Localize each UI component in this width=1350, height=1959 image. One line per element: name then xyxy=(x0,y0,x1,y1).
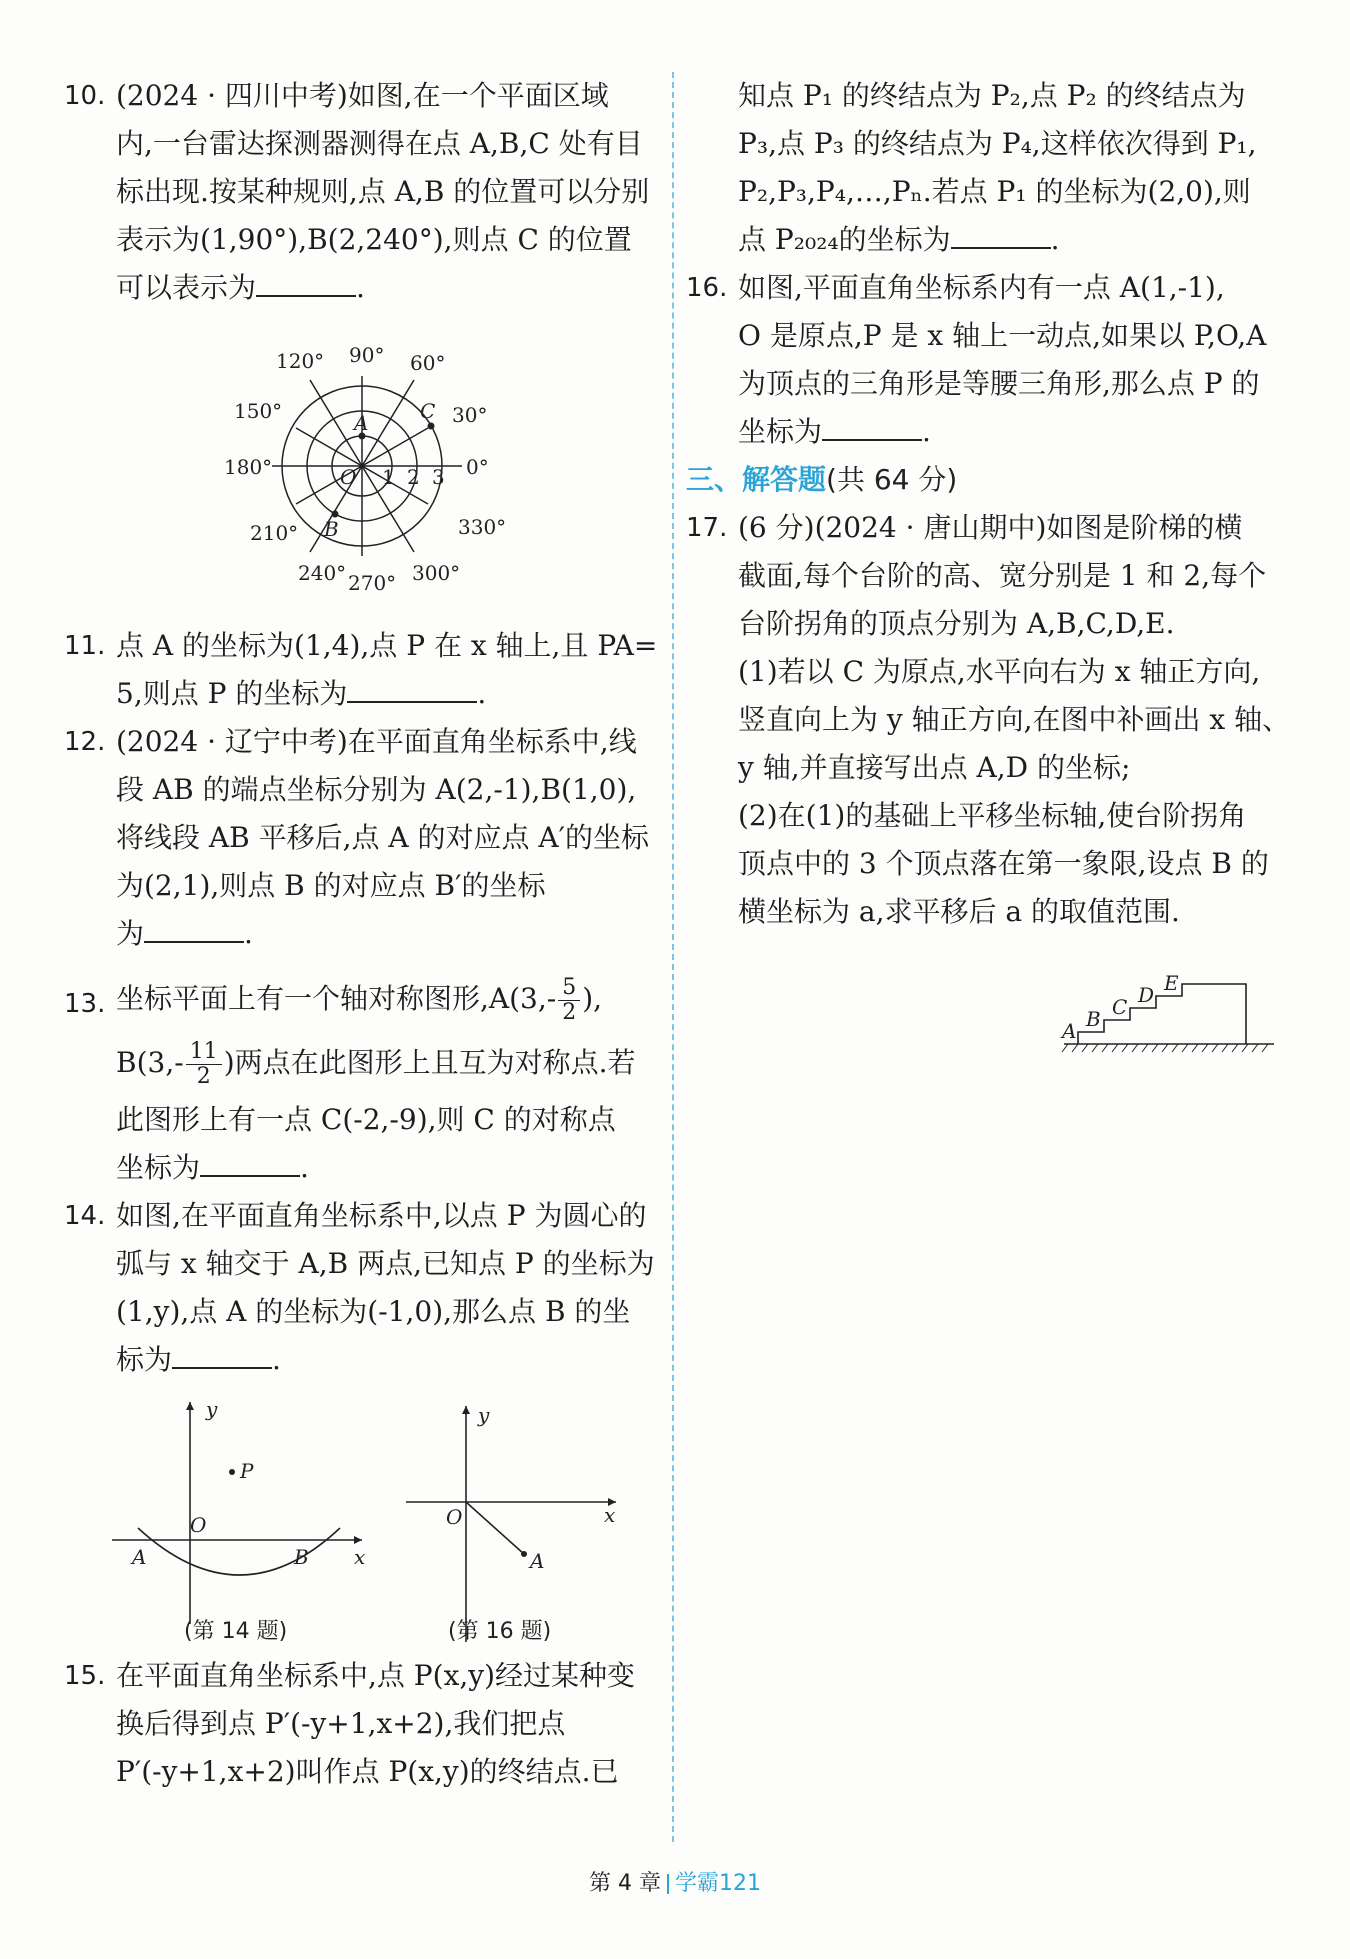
text-line: 坐标为 . xyxy=(116,1144,656,1192)
ring-label: 2 xyxy=(407,465,420,489)
text-line: 为 . xyxy=(116,910,656,958)
angle-label: 90° xyxy=(349,343,385,367)
text-line: (6 分)(2024 · 唐山期中)如图是阶梯的横 xyxy=(738,511,1243,544)
text-line: 点 P₂₀₂₄的坐标为 . xyxy=(738,216,1290,264)
text-span: ), xyxy=(582,982,603,1015)
figures-14-16 xyxy=(64,1392,656,1642)
text-line: 换后得到点 P′(-y+1,x+2),我们把点 xyxy=(116,1707,566,1740)
text-line: P₂,P₃,P₄,…,Pₙ.若点 P₁ 的坐标为(2,0),则 xyxy=(738,175,1251,208)
question-number: 14. xyxy=(64,1201,106,1231)
text-line: 表示为(1,90°),B(2,240°),则点 C 的位置 xyxy=(116,223,632,256)
axis-label: y xyxy=(478,1403,490,1427)
column-divider xyxy=(672,72,674,1842)
question-number: 15. xyxy=(64,1661,106,1691)
fraction-denominator: 2 xyxy=(196,1064,211,1089)
section-score: (共 64 分) xyxy=(826,463,958,496)
text-span: 坐标为 xyxy=(738,415,823,448)
angle-label: 210° xyxy=(250,521,299,545)
point-label: C xyxy=(420,399,436,423)
polar-radar-figure xyxy=(64,318,656,618)
text-line: P′(-y+1,x+2)叫作点 P(x,y)的终结点.已 xyxy=(116,1755,619,1788)
text-line: 段 AB 的端点坐标分别为 A(2,-1),B(1,0), xyxy=(116,773,637,806)
text-line: 弧与 x 轴交于 A,B 两点,已知点 P 的坐标为 xyxy=(116,1247,655,1280)
angle-label: 150° xyxy=(234,399,283,423)
point-label: E xyxy=(1164,971,1179,995)
answer-blank[interactable] xyxy=(822,409,922,441)
question-13 xyxy=(64,968,656,1192)
fraction-denominator: 2 xyxy=(562,1000,577,1025)
point-label: P xyxy=(240,1459,254,1483)
question-15 xyxy=(64,1652,656,1796)
text-span: B(3,- xyxy=(116,1046,184,1079)
origin-label: O xyxy=(190,1513,207,1537)
question-number: 16. xyxy=(686,273,728,303)
axis-label: x xyxy=(354,1545,366,1569)
point-a xyxy=(521,1551,527,1557)
question-16 xyxy=(686,264,1290,456)
text-line: (1)若以 C 为原点,水平向右为 x 轴正方向, xyxy=(738,655,1261,688)
answer-blank[interactable] xyxy=(347,671,477,703)
axis-label: y xyxy=(206,1397,218,1421)
ring-label: 1 xyxy=(382,465,395,489)
section-heading xyxy=(686,456,1290,504)
text-line: y 轴,并直接写出点 A,D 的坐标; xyxy=(738,751,1131,784)
point-label: A xyxy=(1062,1019,1077,1043)
text-span: 坐标为 xyxy=(116,1151,201,1184)
figure-caption: (第 16 题) xyxy=(448,1619,552,1642)
page-number: 121 xyxy=(719,1871,761,1896)
text-line: (1,y),点 A 的坐标为(-1,0),那么点 B 的坐 xyxy=(116,1295,631,1328)
ring-label: 3 xyxy=(432,465,445,489)
text-line: (2)在(1)的基础上平移坐标轴,使台阶拐角 xyxy=(738,799,1247,832)
text-line: 标为 . xyxy=(116,1336,656,1384)
question-15-continued xyxy=(686,72,1290,264)
origin-label: O xyxy=(446,1505,463,1529)
text-line: 竖直向上为 y 轴正方向,在图中补画出 x 轴、 xyxy=(738,703,1291,736)
question-number: 12. xyxy=(64,727,106,757)
question-12 xyxy=(64,718,656,958)
point-label: A xyxy=(354,411,369,435)
right-column xyxy=(686,72,1290,1064)
text-span: )两点在此图形上且互为对称点.若 xyxy=(223,1046,636,1079)
text-line: 为(2,1),则点 B 的对应点 B′的坐标 xyxy=(116,869,546,902)
fraction-numerator: 11 xyxy=(186,1040,222,1065)
text-span: 可以表示为 xyxy=(116,271,257,304)
text-line: 点 A 的坐标为(1,4),点 P 在 x 轴上,且 PA= xyxy=(116,629,658,662)
question-10 xyxy=(64,72,656,312)
text-line: 5,则点 P 的坐标为 . xyxy=(116,670,656,718)
text-span: 标为 xyxy=(116,1343,173,1376)
text-line: 顶点中的 3 个顶点落在第一象限,设点 B 的 xyxy=(738,847,1269,880)
fraction xyxy=(558,976,580,1025)
point-c xyxy=(428,423,435,430)
text-line: 台阶拐角的顶点分别为 A,B,C,D,E. xyxy=(738,607,1175,640)
answer-blank[interactable] xyxy=(256,265,356,297)
angle-label: 270° xyxy=(348,571,397,595)
staircase-figure xyxy=(686,944,1290,1064)
angle-label: 120° xyxy=(276,349,325,373)
text-span: 坐标平面上有一个轴对称图形,A(3,- xyxy=(116,982,557,1015)
page-footer xyxy=(0,1866,1350,1897)
axis-label: x xyxy=(604,1503,616,1527)
point-label: B xyxy=(294,1545,309,1569)
text-line: 如图,平面直角坐标系内有一点 A(1,-1), xyxy=(738,271,1225,304)
point-label: C xyxy=(1112,995,1128,1019)
brand-label: 学霸 xyxy=(674,1871,719,1896)
question-number: 10. xyxy=(64,81,106,111)
text-line xyxy=(116,968,656,1030)
text-line xyxy=(116,1030,656,1096)
origin-label: O xyxy=(340,465,357,489)
answer-blank[interactable] xyxy=(951,217,1051,249)
text-span: 为 xyxy=(116,917,145,950)
question-14 xyxy=(64,1192,656,1384)
answer-blank[interactable] xyxy=(172,1337,272,1369)
angle-label: 0° xyxy=(466,455,489,479)
left-column xyxy=(64,72,656,1796)
chapter-label: 第 4 章 xyxy=(589,1871,661,1896)
text-line: 可以表示为 . xyxy=(116,264,656,312)
angle-label: 300° xyxy=(412,561,461,585)
point-p xyxy=(229,1469,235,1475)
text-line: 标出现.按某种规则,点 A,B 的位置可以分别 xyxy=(116,175,650,208)
text-line: 截面,每个台阶的高、宽分别是 1 和 2,每个 xyxy=(738,559,1267,592)
text-line: 将线段 AB 平移后,点 A 的对应点 A′的坐标 xyxy=(116,821,649,854)
text-line: 此图形上有一点 C(-2,-9),则 C 的对称点 xyxy=(116,1103,616,1136)
answer-blank[interactable] xyxy=(200,1145,300,1177)
text-line: 横坐标为 a,求平移后 a 的取值范围. xyxy=(738,895,1180,928)
answer-blank[interactable] xyxy=(144,911,244,943)
text-line: (2024 · 四川中考)如图,在一个平面区域 xyxy=(116,79,609,112)
text-line: (2024 · 辽宁中考)在平面直角坐标系中,线 xyxy=(116,725,637,758)
text-line: 内,一台雷达探测器测得在点 A,B,C 处有目 xyxy=(116,127,643,160)
section-title: 三、解答题 xyxy=(686,463,827,496)
fraction-numerator: 5 xyxy=(558,976,580,1001)
text-span: 5,则点 P 的坐标为 xyxy=(116,677,348,710)
point-label: A xyxy=(530,1549,545,1573)
text-line: P₃,点 P₃ 的终结点为 P₄,这样依次得到 P₁, xyxy=(738,127,1257,160)
text-line: O 是原点,P 是 x 轴上一动点,如果以 P,O,A xyxy=(738,319,1267,352)
footer-separator xyxy=(667,1874,669,1894)
point-label: B xyxy=(1086,1007,1101,1031)
point-label: D xyxy=(1138,983,1155,1007)
text-line: 为顶点的三角形是等腰三角形,那么点 P 的 xyxy=(738,367,1260,400)
angle-label: 240° xyxy=(298,561,347,585)
point-label: B xyxy=(324,517,339,541)
point-label: A xyxy=(132,1545,147,1569)
question-number: 17. xyxy=(686,513,728,543)
angle-label: 30° xyxy=(452,403,488,427)
text-line: 在平面直角坐标系中,点 P(x,y)经过某种变 xyxy=(116,1659,635,1692)
fraction xyxy=(186,1040,222,1089)
text-line: 坐标为 . xyxy=(738,408,1290,456)
question-number: 13. xyxy=(64,989,106,1019)
figure-caption: (第 14 题) xyxy=(184,1619,288,1642)
angle-label: 330° xyxy=(458,515,507,539)
text-span: 点 P₂₀₂₄的坐标为 xyxy=(738,223,951,256)
angle-label: 180° xyxy=(224,455,273,479)
question-11 xyxy=(64,622,656,718)
question-17 xyxy=(686,504,1290,936)
text-line: 知点 P₁ 的终结点为 P₂,点 P₂ 的终结点为 xyxy=(738,79,1246,112)
angle-label: 60° xyxy=(410,351,446,375)
text-line: 如图,在平面直角坐标系中,以点 P 为圆心的 xyxy=(116,1199,647,1232)
question-number: 11. xyxy=(64,631,106,661)
